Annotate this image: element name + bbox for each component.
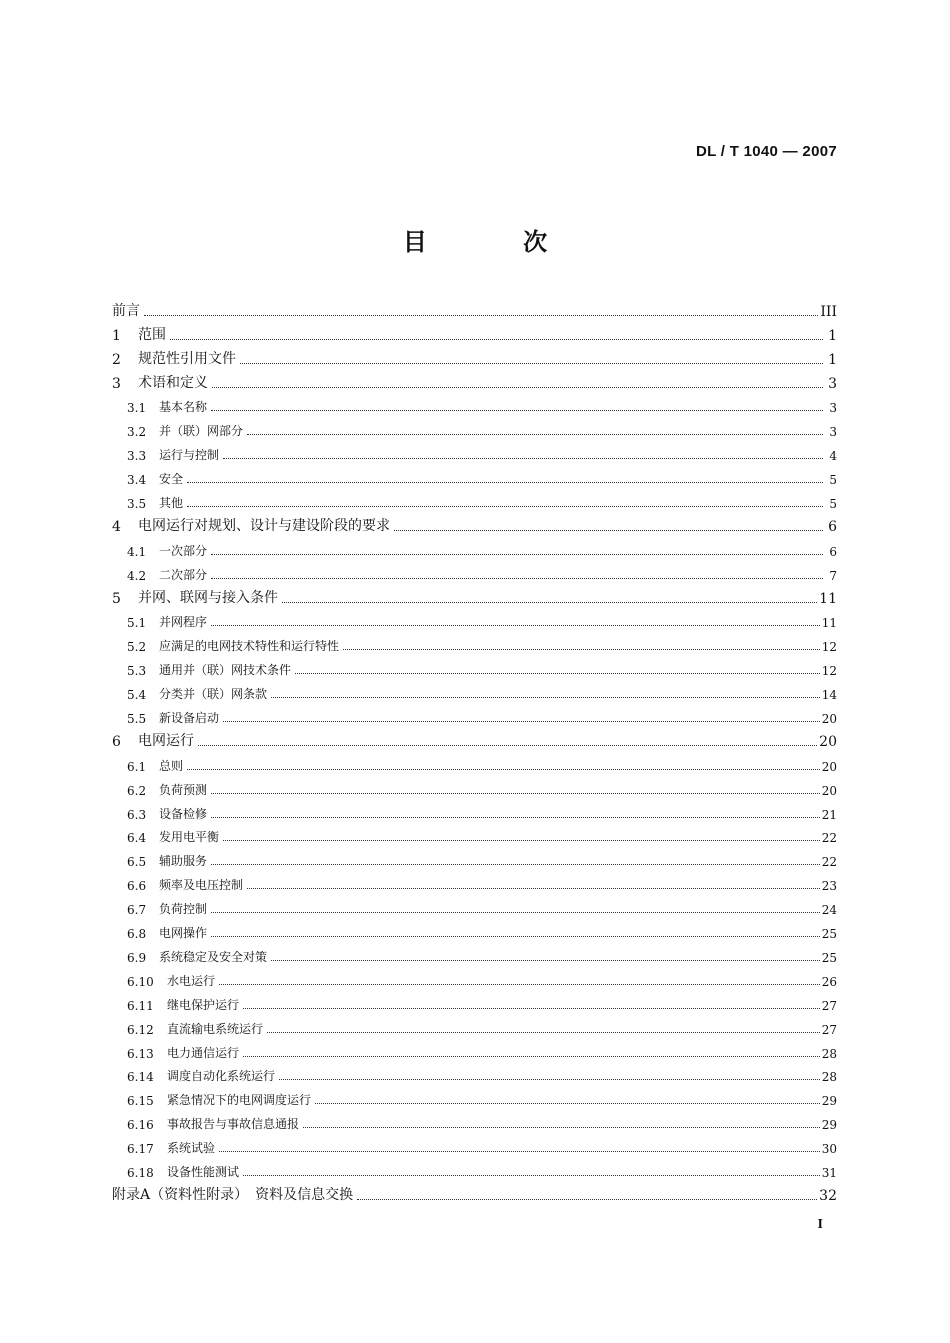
toc-entry[interactable]	[112, 941, 837, 965]
toc-entry-number: 6.16	[127, 1118, 154, 1133]
toc-entry[interactable]	[112, 487, 837, 511]
toc-entry-title: 术语和定义	[138, 374, 208, 391]
dot-leader	[219, 984, 820, 985]
toc-entry[interactable]	[112, 415, 837, 439]
toc-entry[interactable]	[112, 1061, 837, 1085]
toc-entry[interactable]	[112, 392, 837, 416]
dot-leader	[240, 363, 823, 364]
toc-entry-title: 分类并（联）网条款	[159, 687, 268, 702]
toc-entry[interactable]	[112, 1156, 837, 1180]
dot-leader	[279, 1079, 820, 1080]
toc-entry-title: 新设备启动	[159, 711, 220, 726]
toc-entry-title: 系统稳定及安全对策	[159, 949, 268, 964]
toc-entry-number: 5.5	[127, 712, 147, 727]
toc-entry-title: 并（联）网部分	[159, 424, 244, 439]
dot-leader	[223, 840, 820, 841]
toc-entry-number: 6.12	[127, 1022, 154, 1037]
toc-entry[interactable]	[112, 1108, 837, 1132]
dot-leader	[271, 697, 820, 698]
toc-entry-number: 6.5	[127, 855, 147, 870]
toc-entry-page: 7	[829, 568, 837, 583]
toc-entry-title: 二次部分	[159, 567, 208, 582]
toc-entry[interactable]	[112, 607, 837, 631]
toc-entry-page: 4	[829, 449, 837, 464]
toc-entry-title: 并网、联网与接入条件	[138, 589, 278, 606]
dot-leader	[187, 482, 823, 483]
table-of-contents	[112, 296, 837, 1204]
toc-entry-number: 6.2	[127, 783, 147, 798]
toc-entry-title: 频率及电压控制	[159, 878, 244, 893]
toc-entry-number: 6.1	[127, 759, 147, 774]
toc-entry-title: 附录A（资料性附录） 资料及信息交换	[112, 1186, 354, 1203]
dot-leader	[243, 1175, 820, 1176]
toc-entry-page: 30	[821, 1142, 837, 1157]
toc-entry-number: 3.1	[127, 401, 147, 416]
toc-entry-page: 1	[828, 351, 837, 368]
toc-entry-title: 设备性能测试	[167, 1164, 240, 1179]
toc-entry-title: 总则	[159, 758, 184, 773]
dot-leader	[282, 602, 817, 603]
dot-leader	[187, 506, 823, 507]
dot-leader	[303, 1127, 820, 1128]
toc-entry-page: 31	[821, 1165, 837, 1180]
toc-entry-page: 20	[821, 712, 837, 727]
toc-entry[interactable]	[112, 1037, 837, 1061]
toc-entry-page: 28	[821, 1070, 837, 1085]
toc-entry-title: 安全	[159, 472, 184, 487]
dot-leader	[170, 339, 823, 340]
dot-leader	[211, 410, 823, 411]
toc-entry[interactable]	[112, 1180, 837, 1204]
toc-entry-page: 3	[828, 375, 837, 392]
toc-entry-title: 运行与控制	[159, 448, 220, 463]
toc-entry-title: 继电保护运行	[167, 997, 240, 1012]
toc-entry-title: 电网运行	[138, 732, 194, 749]
dot-leader	[198, 745, 817, 746]
toc-entry-number: 6.9	[127, 950, 147, 965]
toc-entry-number: 5.1	[127, 616, 147, 631]
toc-entry-number: 6	[112, 733, 121, 750]
toc-entry-page: III	[820, 303, 837, 320]
toc-entry-number: 3.2	[127, 425, 147, 440]
toc-entry-number: 3.3	[127, 449, 147, 464]
toc-entry-number: 4	[112, 518, 121, 535]
dot-leader	[211, 936, 820, 937]
toc-entry-number: 5.4	[127, 688, 147, 703]
toc-entry[interactable]	[112, 1013, 837, 1037]
toc-entry-page: 20	[819, 733, 837, 750]
toc-entry-page: 20	[821, 759, 837, 774]
toc-entry[interactable]	[112, 750, 837, 774]
toc-entry[interactable]	[112, 654, 837, 678]
dot-leader	[267, 1032, 820, 1033]
toc-entry-page: 6	[828, 518, 837, 535]
toc-entry-title: 通用并（联）网技术条件	[159, 663, 292, 678]
toc-entry-page: 6	[829, 544, 837, 559]
toc-entry-number: 6.3	[127, 807, 147, 822]
toc-entry-title: 负荷预测	[159, 782, 208, 797]
dot-leader	[223, 721, 820, 722]
toc-entry-page: 27	[821, 998, 837, 1013]
toc-entry[interactable]	[112, 511, 837, 535]
toc-entry[interactable]	[112, 583, 837, 607]
toc-entry-title: 辅助服务	[159, 854, 208, 869]
toc-entry-title: 应满足的电网技术特性和运行特性	[159, 639, 340, 654]
toc-entry-number: 6.8	[127, 927, 147, 942]
toc-entry-number: 3.4	[127, 473, 147, 488]
toc-entry[interactable]	[112, 774, 837, 798]
toc-entry-page: 26	[821, 974, 837, 989]
toc-entry-page: 22	[821, 855, 837, 870]
dot-leader	[243, 1008, 820, 1009]
toc-entry-number: 6.14	[127, 1070, 154, 1085]
dot-leader	[144, 315, 818, 316]
toc-entry[interactable]	[112, 678, 837, 702]
toc-entry[interactable]	[112, 798, 837, 822]
toc-entry[interactable]	[112, 917, 837, 941]
toc-entry-page: 3	[829, 425, 837, 440]
toc-entry[interactable]	[112, 845, 837, 869]
dot-leader	[343, 649, 820, 650]
toc-entry-title: 设备检修	[159, 806, 208, 821]
toc-entry-title: 规范性引用文件	[138, 350, 236, 367]
toc-entry-number: 4.2	[127, 568, 147, 583]
dot-leader	[243, 1056, 820, 1057]
toc-entry[interactable]	[112, 1084, 837, 1108]
toc-entry-page: 20	[821, 783, 837, 798]
toc-entry-page: 3	[829, 401, 837, 416]
toc-entry-number: 6.18	[127, 1165, 154, 1180]
toc-entry[interactable]	[112, 344, 837, 368]
toc-entry-number: 6.17	[127, 1142, 154, 1157]
toc-entry[interactable]	[112, 535, 837, 559]
toc-entry-title: 紧急情况下的电网调度运行	[167, 1093, 312, 1108]
dot-leader	[247, 888, 820, 889]
dot-leader	[212, 387, 823, 388]
toc-entry[interactable]	[112, 630, 837, 654]
toc-entry-title: 系统试验	[167, 1141, 216, 1156]
toc-entry[interactable]	[112, 368, 837, 392]
toc-entry[interactable]	[112, 869, 837, 893]
dot-leader	[211, 578, 823, 579]
toc-entry-title: 电网操作	[159, 926, 208, 941]
toc-entry-title: 范围	[138, 326, 166, 343]
dot-leader	[211, 864, 820, 865]
toc-entry-page: 11	[821, 616, 837, 631]
toc-entry[interactable]	[112, 463, 837, 487]
dot-leader	[357, 1199, 817, 1200]
toc-entry-title: 直流输电系统运行	[167, 1021, 264, 1036]
toc-entry-number: 6.15	[127, 1094, 154, 1109]
toc-entry-number: 6.4	[127, 831, 147, 846]
toc-entry-number: 6.13	[127, 1046, 154, 1061]
dot-leader	[211, 817, 820, 818]
toc-entry-number: 1	[112, 327, 121, 344]
dot-leader	[315, 1103, 820, 1104]
toc-entry-page: 24	[821, 903, 837, 918]
toc-entry-title: 其他	[159, 496, 184, 511]
dot-leader	[271, 960, 820, 961]
toc-entry-title: 电网运行对规划、设计与建设阶段的要求	[138, 517, 390, 534]
toc-entry-number: 6.10	[127, 974, 154, 989]
dot-leader	[223, 458, 823, 459]
dot-leader	[211, 554, 823, 555]
dot-leader	[295, 673, 820, 674]
toc-entry[interactable]	[112, 989, 837, 1013]
toc-entry[interactable]	[112, 965, 837, 989]
toc-entry[interactable]	[112, 559, 837, 583]
toc-entry-page: 29	[821, 1094, 837, 1109]
toc-entry[interactable]	[112, 296, 837, 320]
toc-entry-title: 调度自动化系统运行	[167, 1069, 276, 1084]
toc-entry-title: 前言	[112, 302, 140, 319]
toc-entry-page: 27	[821, 1022, 837, 1037]
toc-entry-title: 一次部分	[159, 543, 208, 558]
toc-entry-title: 基本名称	[159, 400, 208, 415]
dot-leader	[187, 769, 820, 770]
dot-leader	[394, 530, 823, 531]
toc-entry-number: 5.2	[127, 640, 147, 655]
toc-entry-page: 14	[821, 688, 837, 703]
toc-entry[interactable]	[112, 893, 837, 917]
toc-entry-title: 水电运行	[167, 973, 216, 988]
toc-entry-number: 6.6	[127, 879, 147, 894]
toc-entry-page: 23	[821, 879, 837, 894]
toc-entry-number: 5.3	[127, 664, 147, 679]
dot-leader	[211, 625, 820, 626]
toc-entry-title: 负荷控制	[159, 902, 208, 917]
toc-entry-page: 12	[821, 640, 837, 655]
toc-entry-number: 3	[112, 375, 121, 392]
page-number: I	[817, 1217, 823, 1232]
standard-code: DL / T 1040 — 2007	[695, 143, 837, 160]
toc-entry[interactable]	[112, 320, 837, 344]
toc-entry-page: 32	[819, 1187, 837, 1204]
toc-entry-title: 事故报告与事故信息通报	[167, 1117, 300, 1132]
toc-entry-page: 22	[821, 831, 837, 846]
toc-entry-page: 5	[829, 473, 837, 488]
toc-entry-number: 2	[112, 351, 121, 368]
toc-entry-page: 12	[821, 664, 837, 679]
toc-entry[interactable]	[112, 726, 837, 750]
toc-entry-number: 3.5	[127, 497, 147, 512]
toc-entry-title: 发用电平衡	[159, 830, 220, 845]
toc-entry-page: 28	[821, 1046, 837, 1061]
toc-entry-page: 25	[821, 927, 837, 942]
toc-entry-page: 21	[821, 807, 837, 822]
toc-entry-title: 电力通信运行	[167, 1045, 240, 1060]
toc-entry[interactable]	[112, 822, 837, 846]
toc-entry-title: 并网程序	[159, 615, 208, 630]
dot-leader	[211, 912, 820, 913]
toc-entry-number: 5	[112, 590, 121, 607]
dot-leader	[247, 434, 823, 435]
toc-entry-page: 5	[829, 497, 837, 512]
toc-entry[interactable]	[112, 439, 837, 463]
dot-leader	[219, 1151, 820, 1152]
dot-leader	[211, 793, 820, 794]
toc-entry-number: 4.1	[127, 544, 147, 559]
toc-entry-page: 25	[821, 950, 837, 965]
toc-entry[interactable]	[112, 702, 837, 726]
toc-title: 目 次	[402, 228, 592, 256]
toc-entry-page: 11	[819, 590, 837, 607]
toc-entry-number: 6.11	[127, 998, 154, 1013]
toc-entry[interactable]	[112, 1132, 837, 1156]
toc-entry-page: 1	[828, 327, 837, 344]
toc-entry-number: 6.7	[127, 903, 147, 918]
toc-entry-page: 29	[821, 1118, 837, 1133]
